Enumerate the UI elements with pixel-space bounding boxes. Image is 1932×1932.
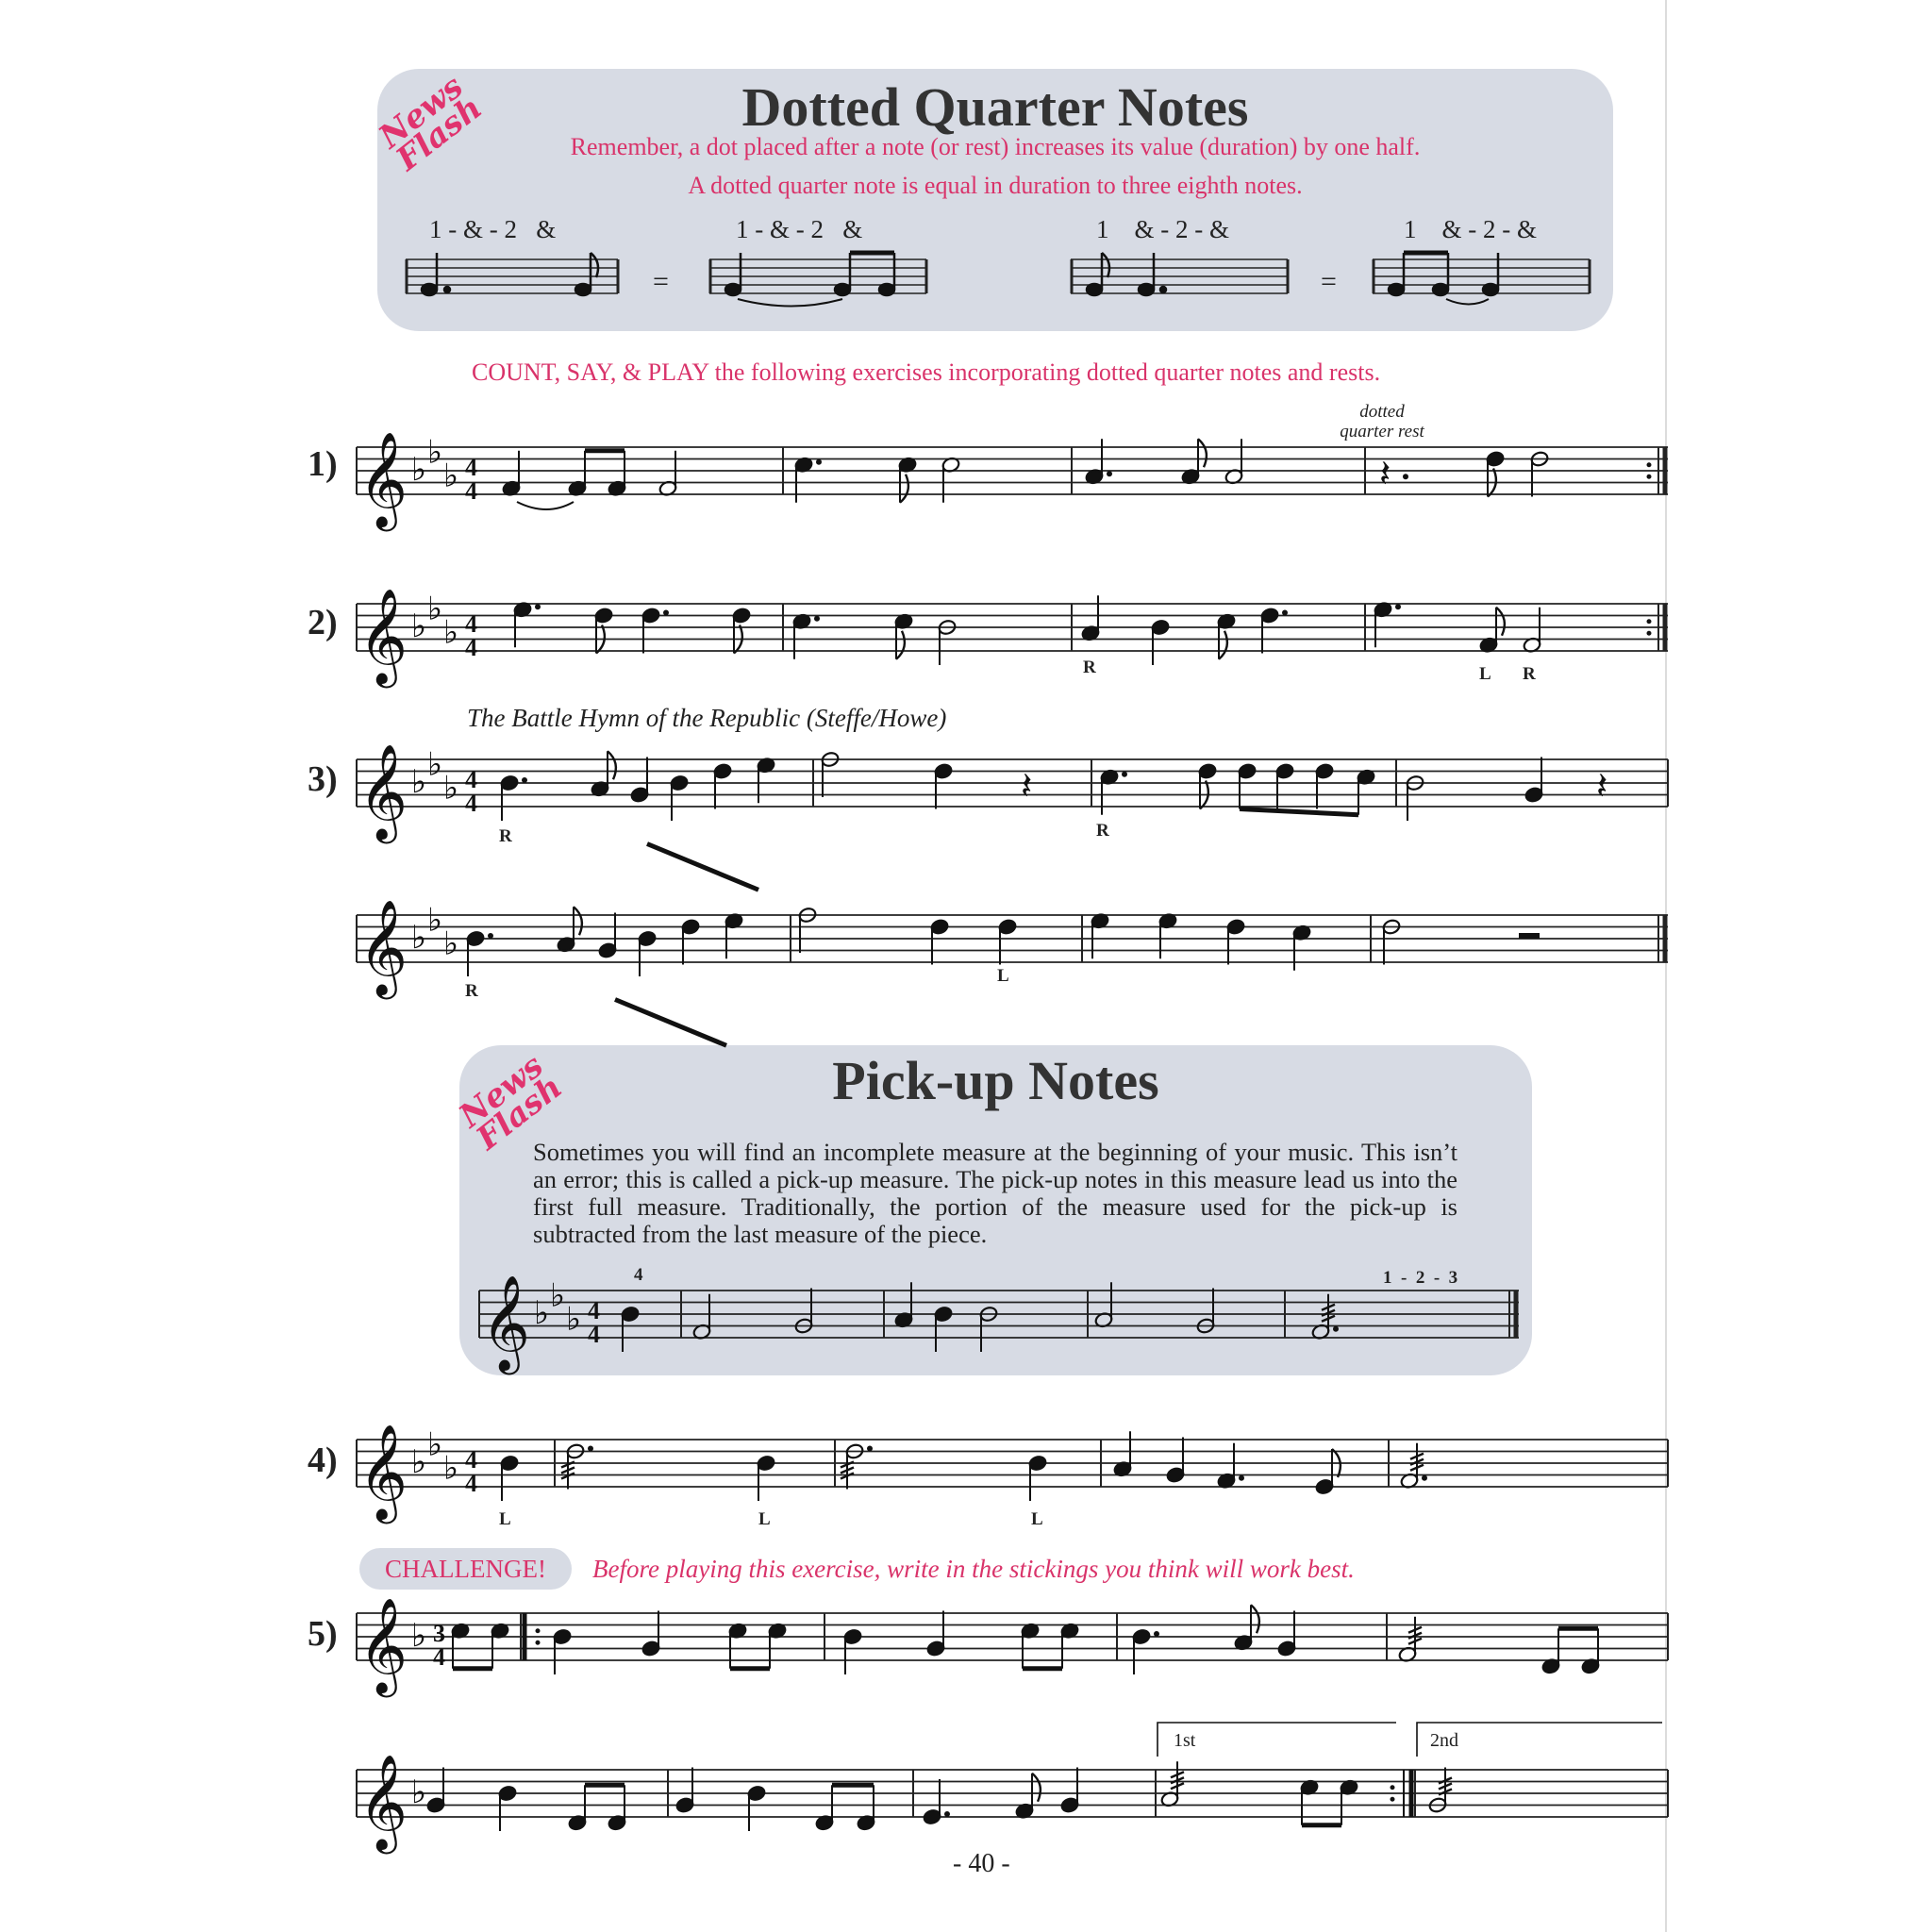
flat-icon: ♭ [550,1276,566,1315]
flat-icon: ♭ [427,901,443,940]
note [681,918,700,964]
note [843,1628,862,1674]
note [491,1623,509,1669]
staff [479,1274,1519,1375]
quarter-rest-icon: 𝄽 [1596,764,1608,808]
sticking-label: R [1096,821,1109,841]
note [1166,1438,1185,1484]
time-signature-bottom: 4 [465,1469,477,1497]
sticking-label: L [997,966,1009,986]
treble-clef-icon: 𝄞 [481,1274,531,1371]
pickup-count: 4 [634,1265,643,1285]
time-signature-bottom: 4 [433,1642,445,1671]
note [1277,1611,1296,1657]
flat-icon: ♭ [411,1443,427,1481]
time-signature-top: 4 [588,1296,600,1324]
note [1374,601,1401,647]
pickup-notes-title: Pick-up Notes [832,1050,1159,1111]
staff [357,898,1668,1000]
second-ending-bracket [1417,1723,1662,1757]
sticking-label: R [499,826,512,846]
note [594,607,613,653]
half-rest-icon [1519,933,1540,939]
staff [357,1753,1668,1855]
note [923,1779,950,1825]
time-signature-top: 4 [465,453,477,481]
flat-icon: ♭ [443,613,459,652]
note [1158,912,1177,958]
note [998,918,1017,964]
note [1398,1617,1422,1663]
note [926,1611,945,1657]
note [713,762,732,808]
note [894,1282,913,1328]
note [930,918,949,964]
flat-icon: ♭ [411,919,427,957]
sticking-label: L [1479,664,1491,684]
note [1217,1443,1244,1490]
challenge-badge: CHALLENGE! [359,1548,572,1590]
note [1226,918,1245,964]
flat-icon: ♭ [566,1300,582,1339]
note [1275,762,1294,808]
dotted-quarter-line-2: A dotted quarter note is equal in duration to three eighth notes. [688,172,1303,199]
exercise-number: 2) [308,603,338,642]
note [894,613,913,659]
flat-icon: ♭ [411,1774,427,1811]
note [568,451,587,497]
sticking-label: L [1031,1509,1043,1529]
note [1224,439,1243,485]
staff [357,742,1668,844]
second-ending-label: 2nd [1430,1730,1458,1751]
treble-clef-icon: 𝄞 [358,742,408,840]
first-ending-label: 1st [1174,1730,1196,1751]
note [1486,450,1505,496]
note [1292,924,1311,971]
note [1181,439,1207,485]
note [621,1306,640,1352]
note [1260,607,1288,653]
note [747,1785,766,1831]
note [1479,608,1505,654]
pickup-notes-paragraph: Sometimes you will find an incomplete measure at the beginning of your music. This isn’t an error; this is called a pick-up measure. The pick-up notes in this measure lead us into the first full measure. Traditionally, the portion of the measure used for the pick-up is subtracted from the last measure of the piece. [533,1138,1457,1248]
note [934,762,953,808]
note [1198,762,1217,808]
sticking-label: L [499,1509,511,1529]
note [1311,1294,1339,1341]
note [553,1628,572,1674]
note [1113,1431,1132,1477]
note [502,451,521,497]
note [426,1768,445,1814]
treble-clef-icon: 𝄞 [358,587,408,684]
note [979,1306,998,1352]
note [513,601,541,647]
note [630,758,649,804]
note [821,751,840,797]
flat-icon: ♭ [411,763,427,801]
note [641,1611,660,1657]
note [561,1442,593,1489]
dotted-quarter-rest-annotation: dotted quarter rest [1340,402,1424,441]
time-signature-top: 4 [465,765,477,793]
flat-icon: ♭ [427,1425,443,1464]
note [934,1306,953,1352]
flat-icon: ♭ [443,769,459,808]
exercise-number: 1) [308,444,338,484]
note [732,607,751,653]
instruction-text: COUNT, SAY, & PLAY the following exercises incorporating dotted quarter notes and rests. [472,358,1381,386]
treble-clef-icon: 𝄞 [358,1753,408,1850]
note [1060,1623,1079,1669]
sticking-label: R [465,981,478,1001]
sticking-label: R [1083,658,1096,677]
note [608,1785,626,1831]
note [1300,1779,1319,1825]
time-signature-bottom: 4 [588,1320,600,1348]
note [451,1623,470,1669]
note [1100,769,1127,815]
sticking-label: R [1523,664,1536,684]
staff [357,1596,1668,1698]
note [675,1768,694,1814]
flat-icon: ♭ [427,745,443,784]
flat-icon: ♭ [427,590,443,628]
treble-clef-icon: 𝄞 [358,898,408,995]
note [794,457,822,503]
note [1217,613,1236,659]
note [768,1623,787,1669]
treble-clef-icon: 𝄞 [358,1596,408,1693]
count-label: 1 - & - 2 & [429,215,557,243]
note [898,457,917,503]
exercise-number: 3) [308,759,338,799]
flat-icon: ♭ [534,1294,550,1332]
staff [357,1423,1668,1524]
note [1234,1605,1259,1651]
note [1151,619,1170,665]
flat-icon: ♭ [443,924,459,963]
note [1315,762,1334,808]
note [1015,1774,1041,1820]
note [941,457,960,503]
count-label: 1 & - 2 - & [1404,215,1537,243]
challenge-text: Before playing this exercise, write in the stickings you think will work best. [592,1555,1355,1583]
page-number: - 40 - [953,1849,1010,1878]
note [794,1289,813,1335]
flat-icon: ♭ [427,433,443,472]
note [1028,1455,1047,1501]
note [798,907,817,953]
time-signature-bottom: 4 [465,633,477,661]
exercise-number: 5) [308,1614,338,1654]
note [938,619,957,665]
quarter-rest-icon: 𝄽 [1021,764,1033,808]
note [568,1785,587,1831]
flat-icon: ♭ [411,451,427,489]
note [498,1785,517,1831]
note [1196,1289,1215,1335]
note [638,930,657,976]
time-signature-top: 4 [465,1445,477,1474]
quarter-rest-icon: 𝄽 [1379,452,1391,496]
sticking-label: L [758,1509,771,1529]
staff [357,430,1668,532]
note [857,1785,875,1831]
note [1530,450,1549,496]
time-signature-top: 4 [465,609,477,638]
note [500,774,527,821]
note [1021,1623,1040,1669]
equals-sign: = [1321,266,1337,297]
note [1382,918,1401,964]
note [1238,762,1257,808]
note [500,1455,519,1501]
dotted-quarter-title: Dotted Quarter Notes [741,76,1249,138]
note [1524,758,1543,804]
flat-icon: ♭ [411,1617,427,1655]
flat-icon: ♭ [411,608,427,645]
note [591,751,616,797]
count-label: 1 & - 2 - & [1096,215,1229,243]
note [1160,1761,1184,1807]
time-signature-bottom: 4 [465,789,477,817]
note [757,757,775,803]
note [792,613,820,659]
flat-icon: ♭ [443,457,459,495]
note [1523,608,1541,654]
note [1094,1282,1113,1328]
note [1085,439,1112,485]
note [670,774,689,821]
note [658,451,677,497]
song-title: The Battle Hymn of the Republic (Steffe/Howe) [467,704,947,732]
note [598,913,617,959]
note [757,1455,775,1501]
treble-clef-icon: 𝄞 [358,1423,408,1520]
news-flash-badge: News Flash [452,1046,570,1158]
note [692,1294,711,1341]
note [1581,1628,1600,1674]
flat-icon: ♭ [443,1449,459,1488]
exercise-number: 4) [308,1441,338,1480]
note [1340,1779,1358,1825]
count-label: 1 - & - 2 & [736,215,863,243]
note [1406,774,1424,821]
note [1060,1768,1079,1814]
note [1315,1449,1341,1495]
note [724,912,743,958]
note [1132,1628,1159,1674]
note [841,1442,873,1489]
treble-clef-icon: 𝄞 [358,430,408,527]
note [1091,912,1109,958]
first-ending-bracket [1158,1723,1396,1757]
note [815,1785,834,1831]
note [557,907,582,953]
dotted-quarter-line-1: Remember, a dot placed after a note (or rest) increases its value (duration) by one half. [570,133,1421,160]
note [728,1623,747,1669]
note [641,607,669,653]
equals-sign: = [653,266,669,297]
staff [357,587,1668,689]
note [1428,1768,1452,1814]
note [1081,595,1100,641]
time-signature-bottom: 4 [465,476,477,505]
end-count: 1 - 2 - 3 [1383,1268,1458,1288]
note [608,451,626,497]
time-signature-top: 3 [433,1619,445,1647]
news-flash-badge: News Flash [372,67,490,179]
note [1541,1628,1560,1674]
note [1400,1443,1427,1490]
note [466,930,493,976]
note [1357,769,1375,815]
